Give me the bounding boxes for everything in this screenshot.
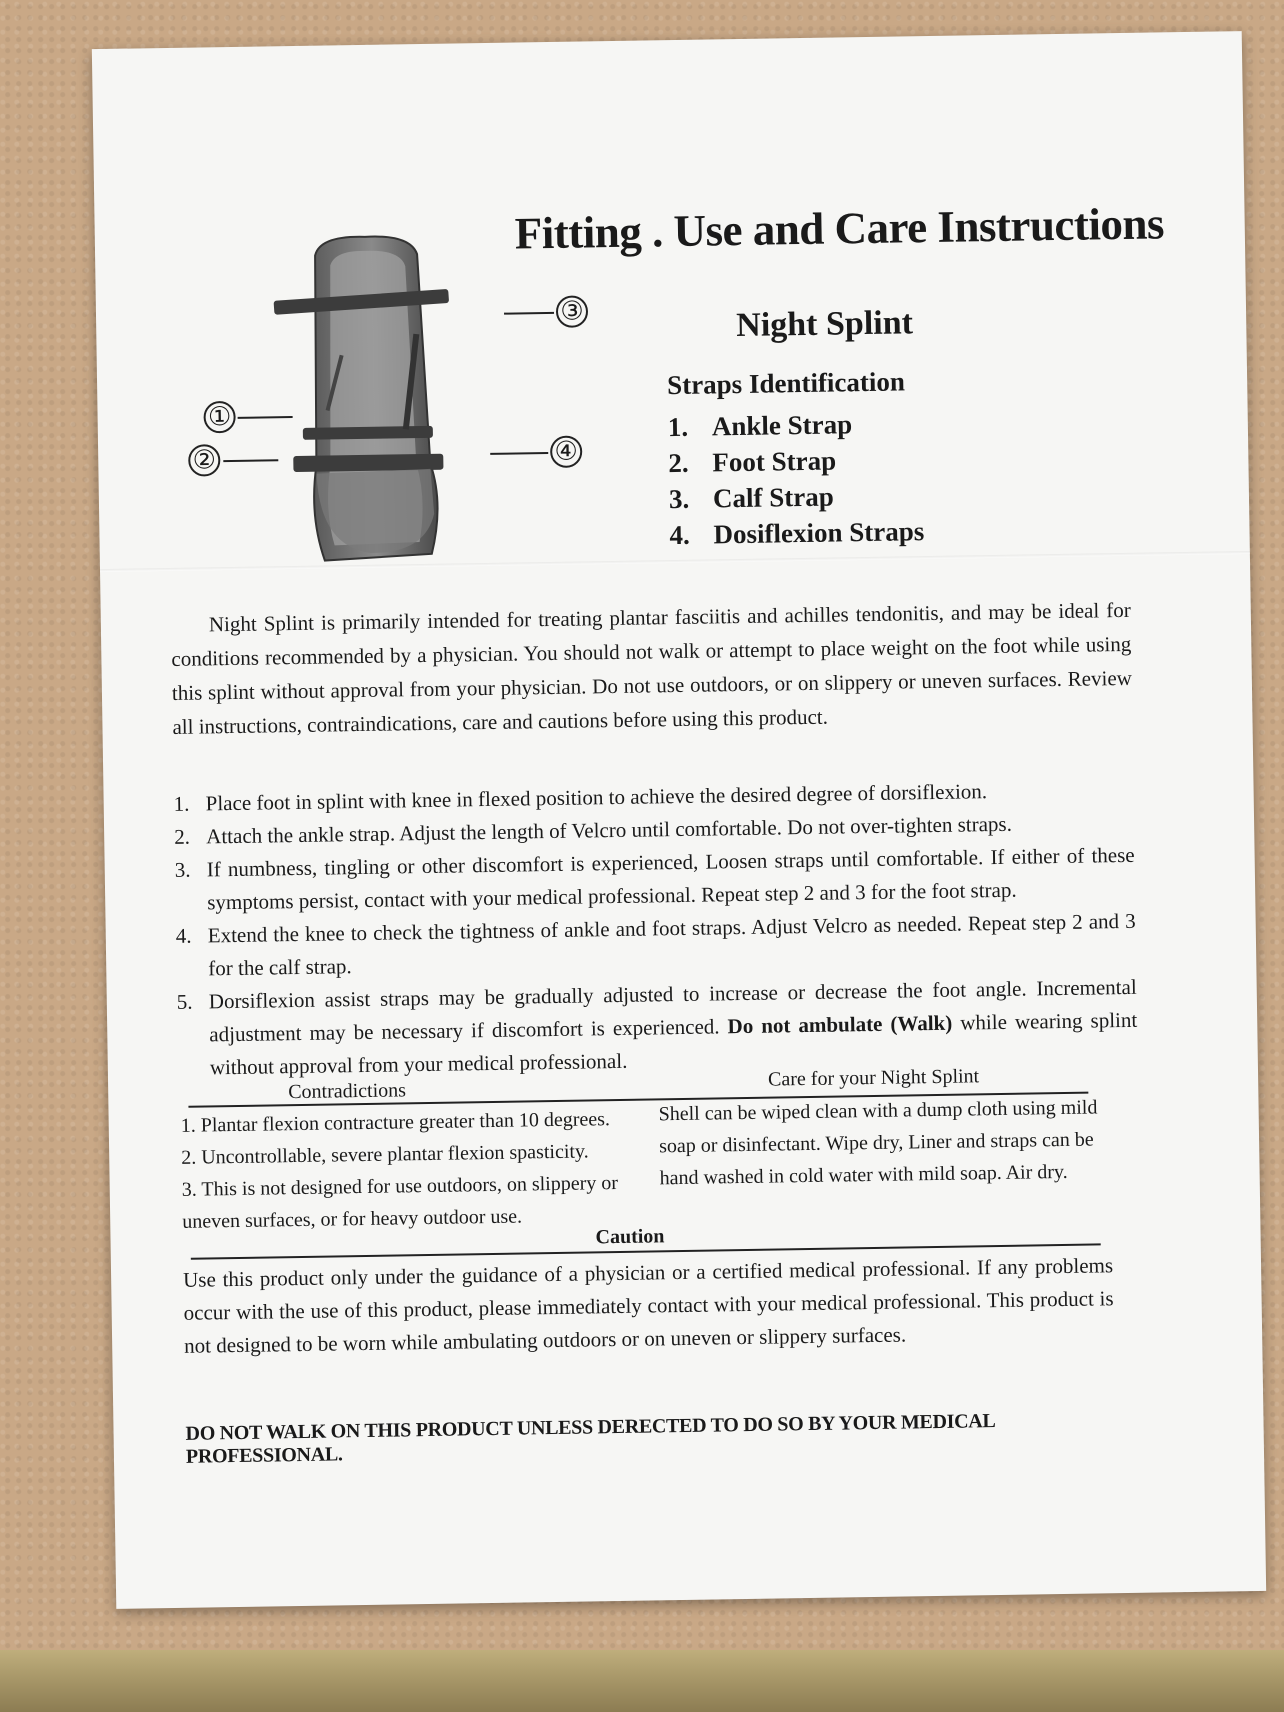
strap-item: 4. Dosiflexion Straps <box>669 516 925 551</box>
splint-diagram <box>164 211 590 578</box>
contradiction-item: 1. Plantar flexion contracture greater than 10 degrees. <box>180 1108 611 1137</box>
care-text: Shell can be wiped clean with a dump cloth using mild soap or disinfectant. Wipe dry, Liner and straps can be hand washed in cold water with mild soap. Air dry. <box>658 1096 1098 1190</box>
strap-item: 3. Calf Strap <box>668 481 834 515</box>
caution-text: Use this product only under the guidance of a physician or a certified medical professional. If any problems occur with the use of this product, please immediately contact with your medical professional. This product is not designed to be worn while ambulating outdoors or on uneven or slippery surfaces. <box>182 1253 1114 1358</box>
step-item: 2. Attach the ankle strap. Adjust the length of Velcro until comfortable. Do not over-tighten straps. <box>174 811 1013 849</box>
straps-heading: Straps Identification <box>666 366 906 401</box>
contradictions-heading: Contradictions <box>288 1079 407 1104</box>
caution-heading: Caution <box>595 1225 665 1249</box>
fitting-steps <box>173 773 1138 1085</box>
strap-item: 1. Ankle Strap <box>667 409 853 443</box>
night-splint-illustration <box>164 211 590 578</box>
page-title: Fitting . Use and Care Instructions <box>514 198 1165 259</box>
care-heading: Care for your Night Splint <box>767 1065 980 1091</box>
contradiction-item: 3. This is not designed for use outdoors, on slippery or uneven surfaces, or for heavy outdoor use. <box>181 1172 619 1233</box>
contradictions-list <box>180 1103 622 1238</box>
contradiction-item: 2. Uncontrollable, severe plantar flexion spasticity. <box>181 1140 589 1169</box>
callout-4: ④ <box>550 435 582 467</box>
table-edge <box>0 1650 1284 1712</box>
intro-paragraph: Night Splint is primarily intended for treating plantar fasciitis and achilles tendonitis, and may be ideal for conditions recommended by a physician. You should not walk or attempt to place weight on the foot while using this splint without approval from your physician. Do not use outdoors, or on slippery or uneven surfaces. Review all instructions, contraindications, care and cautions before using this product. <box>171 597 1133 739</box>
step-item: 1. Place foot in splint with knee in flexed position to achieve the desired degree of dorsiflexion. <box>173 779 988 816</box>
callout-3: ③ <box>556 295 588 327</box>
step-item: 5. Dorsiflexion assist straps may be gradually adjusted to increase or decrease the foot angle. Incremental adjustment may be necessary if discomfort is experienced. Do not ambulate (Walk) while wearing splint without approval from your medical professional. <box>176 974 1138 1080</box>
step-item: 3. If numbness, tingling or other discomfort is experienced, Loosen straps until comfortable. If either of these symptoms persist, contact with your medical professional. Repeat step 2 and 3 for the foot strap. <box>174 842 1135 915</box>
step-item: 4. Extend the knee to check the tightness of ankle and foot straps. Adjust Velcro as needed. Repeat step 2 and 3 for the calf strap. <box>175 908 1136 981</box>
instruction-sheet <box>92 31 1266 1609</box>
warning-text: DO NOT WALK ON THIS PRODUCT UNLESS DERECTED TO DO SO BY YOUR MEDICAL PROFESSIONAL. <box>185 1410 995 1468</box>
callout-2: ② <box>188 444 220 476</box>
strap-list <box>668 408 925 556</box>
strap-item: 2. Foot Strap <box>668 445 837 479</box>
product-name: Night Splint <box>735 304 914 345</box>
callout-1: ① <box>203 401 235 433</box>
